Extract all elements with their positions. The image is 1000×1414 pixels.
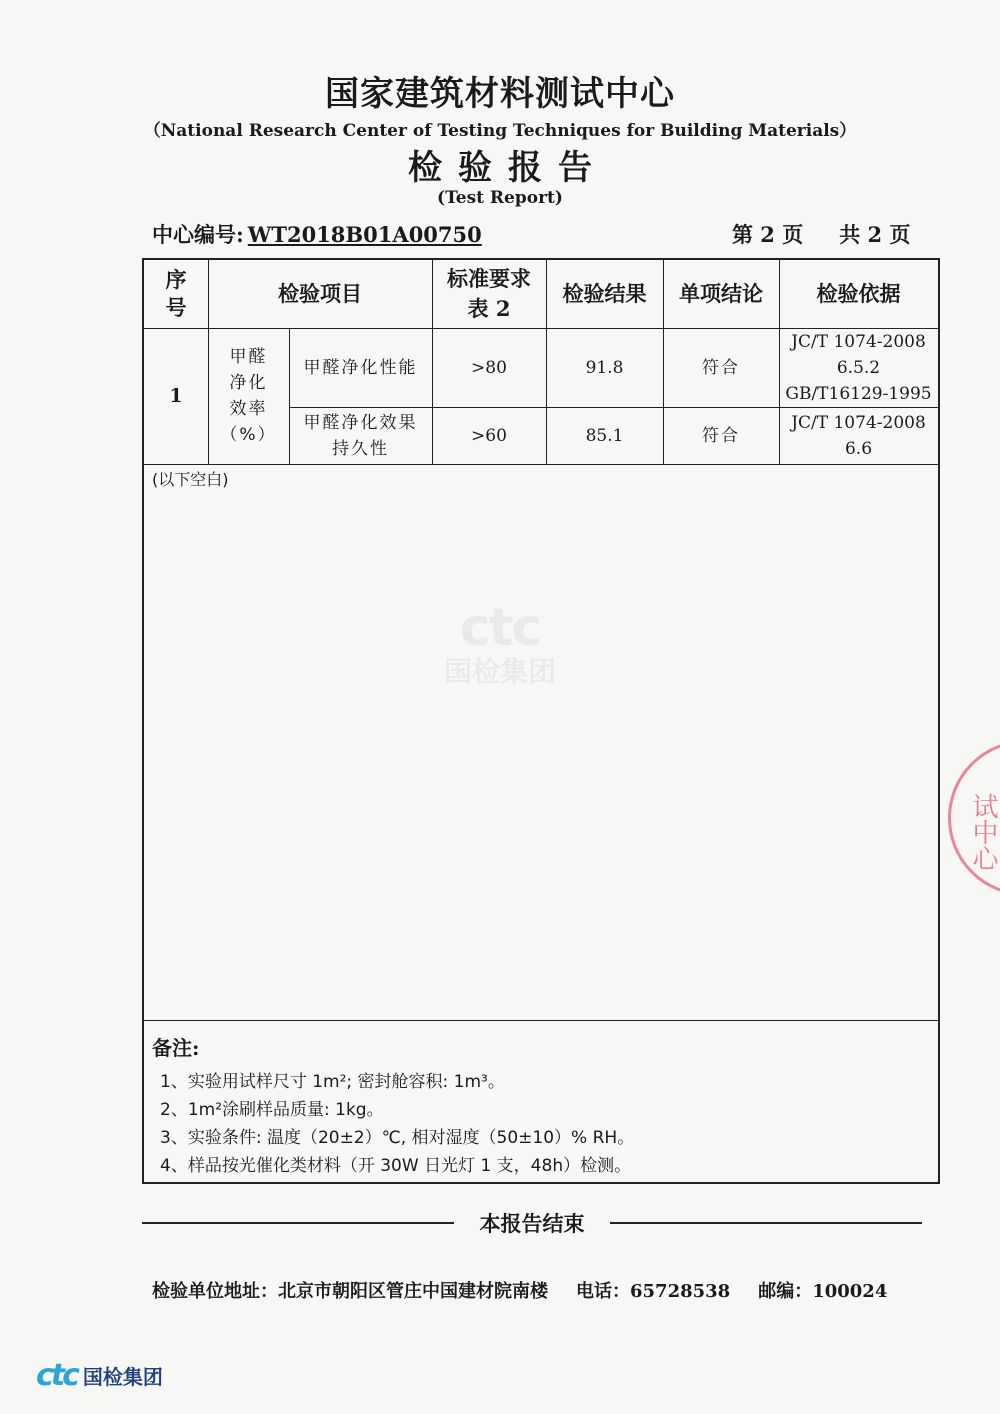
official-seal (948, 740, 1000, 896)
subrow1-basis-line1: JC/T 1074-2008 (791, 331, 926, 352)
subrow2-basis-line2: 6.6 (844, 438, 873, 459)
logo-mark: ctc (36, 1358, 77, 1393)
subrow1-basis-line2: 6.5.2 (836, 357, 881, 378)
report-title: 检验报告 (408, 148, 608, 188)
subrow2-result: 85.1 (585, 425, 624, 446)
remark-item-2: 2、1m²涂刷样品质量: 1kg。 (160, 1100, 384, 1120)
remarks-divider (144, 1020, 938, 1021)
organization-subtitle: （National Research Center of Testing Techniques for Building Materials） (143, 121, 857, 141)
report-frame (142, 258, 940, 1184)
seal-text: 试中心 (968, 793, 998, 871)
end-line-left (142, 1222, 454, 1224)
logo-text: 国检集团 (82, 1365, 163, 1389)
report-end-text: 本报告结束 (479, 1211, 585, 1236)
subrow2-basis (779, 407, 938, 464)
row-category (208, 328, 289, 464)
header-basis: 检验依据 (816, 281, 901, 306)
remark-item-3: 3、实验条件: 温度（20±2）℃, 相对湿度（50±10）% RH。 (160, 1128, 635, 1148)
header-result: 检验结果 (562, 281, 647, 306)
subrow1-conclusion: 符合 (702, 357, 740, 378)
footer-phone: 电话：65728538 (576, 1281, 731, 1302)
category-line-2: 净化 (229, 373, 268, 393)
table-bottom-divider (144, 464, 938, 465)
header-standard-line2: 表 2 (467, 296, 511, 321)
subrow1-basis (779, 328, 938, 407)
page-total: 共 2 页 (839, 222, 911, 247)
category-line-3: 效率 (229, 399, 268, 419)
footer-contact (152, 1277, 887, 1303)
watermark-mark: ctc (459, 598, 541, 658)
subrow2-item (289, 407, 432, 464)
center-number-value: WT2018B01A00750 (247, 222, 482, 247)
organization-title: 国家建筑材料测试中心 (325, 74, 675, 114)
subrow2-item-line1: 甲醛净化效果 (303, 412, 418, 433)
subrow1-requirement: >80 (471, 357, 507, 378)
report-subtitle: (Test Report) (437, 188, 563, 208)
category-line-1: 甲醛 (229, 347, 268, 367)
watermark-text: 国检集团 (443, 655, 556, 688)
footer-postcode: 邮编：100024 (758, 1281, 888, 1302)
subrow1-item: 甲醛净化性能 (303, 357, 418, 378)
footer-address: 检验单位地址：北京市朝阳区管庄中国建材院南楼 (152, 1281, 548, 1302)
header-conclusion: 单项结论 (679, 281, 763, 306)
category-line-4: （%） (220, 425, 277, 445)
header-seq-text: 序号 (165, 267, 187, 320)
end-line-right (610, 1222, 922, 1224)
remark-item-4: 4、样品按光催化类材料（开 30W 日光灯 1 支，48h）检测。 (160, 1156, 632, 1176)
watermark (400, 598, 600, 690)
center-number (152, 219, 482, 249)
header-seq (144, 260, 208, 328)
subrow1-result: 91.8 (585, 357, 624, 378)
subrow2-conclusion: 符合 (702, 425, 740, 446)
page-info (732, 219, 910, 249)
header-standard-line1: 标准要求 (447, 266, 531, 291)
header-standard (432, 260, 546, 328)
company-logo (36, 1358, 163, 1393)
subrow2-item-line2: 持久性 (332, 438, 389, 459)
row-seq: 1 (169, 385, 183, 407)
page-current: 第 2 页 (732, 222, 804, 247)
remarks-list (160, 1068, 634, 1180)
header-item: 检验项目 (278, 281, 362, 306)
remark-item-1: 1、实验用试样尺寸 1m²; 密封舱容积: 1m³。 (160, 1072, 505, 1092)
center-number-label: 中心编号: (152, 222, 244, 247)
remarks-heading: 备注: (152, 1036, 200, 1060)
subrow2-basis-line1: JC/T 1074-2008 (791, 412, 926, 433)
subrow2-requirement: >60 (471, 425, 507, 446)
subrow1-basis-line3: GB/T16129-1995 (785, 383, 932, 404)
blank-below-note: (以下空白) (152, 470, 229, 489)
